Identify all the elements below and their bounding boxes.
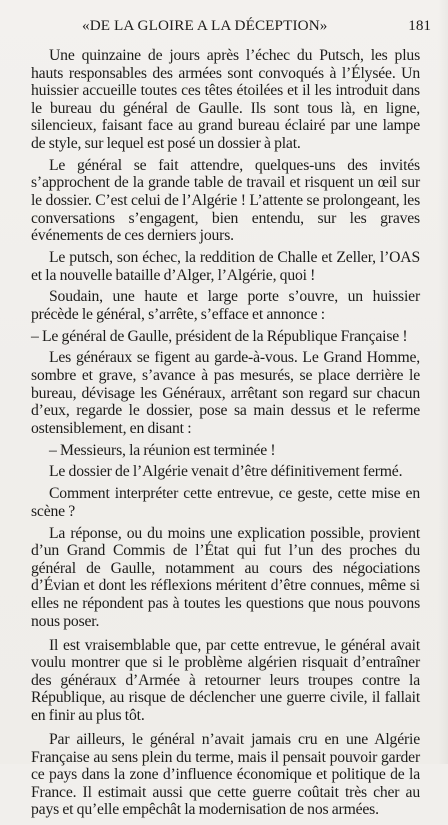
paragraph-5: Les généraux se figent au garde-à-vous. Le Grand Homme, sombre et grave, s’avance à pas mesurés, se place derrière le bureau, dévisage les Généraux, arrêtant son regard sur chacun d’eux, regarde le dossier, pose sa main dessus et le referme ostensiblement, en disant : (31, 349, 420, 437)
paragraph-9: Il est vraisemblable que, par cette entrevue, le général avait voulu montrer que si le problème algérien risquait d’entraîner des généraux d’Armée à retourner leurs troupes contre la République, au risque de déclencher une guerre civile, il fallait en finir au plus tôt. (31, 636, 420, 724)
paper-edge-shadow (438, 0, 448, 764)
running-header (0, 17, 448, 37)
dialogue-announcement: – Le général de Gaulle, président de la République Française ! (31, 327, 408, 345)
body-text (31, 47, 420, 825)
dialogue-meeting-ended: – Messieurs, la réunion est terminée ! (49, 441, 276, 459)
running-title: «DE LA GLOIRE A LA DÉCEPTION» (82, 17, 328, 34)
paragraph-2: Le général se fait attendre, quelques-uns des invités s’approchent de la grande table de travail et risquent un œil sur le dossier. C’est celui de l’Algérie ! L’attente se prolongeant, les conversations s’engagent, bien entendu, sur les graves événements de ces derniers jours. (31, 156, 420, 245)
paragraph-3: Le putsch, son échec, la reddition de Challe et Zeller, l’OAS et la nouvelle bataille d’Alger, l’Algérie, quoi ! (31, 248, 420, 284)
paragraph-6: Le dossier de l’Algérie venait d’être définitivement fermé. (49, 463, 403, 481)
paragraph-1: Une quinzaine de jours après l’échec du Putsch, les plus hauts responsables des armées sont convoqués à l’Élysée. Un huissier accueille toutes ces têtes étoilées et il les introduit dans le bureau du général de Gaulle. Ils sont tous là, en ligne, silencieux, faisant face au grand bureau éclairé par une lampe de style, sur lequel est posé un dossier à plat. (31, 47, 420, 152)
page-number: 181 (408, 17, 431, 34)
paragraph-4: Soudain, une haute et large porte s’ouvre, un huissier précède le général, s’arrête, s’efface et annonce : (31, 288, 420, 323)
paragraph-7: Comment interpréter cette entrevue, ce geste, cette mise en scène ? (31, 485, 420, 520)
paragraph-10: Par ailleurs, le général n’avait jamais cru en une Algérie Française au sens plein du terme, mais il pensait pouvoir garder ce pays dans la zone d’influence économique et politique de la France. Il estimait aussi que cette guerre coûtait très cher au pays et qu’elle empêchât la modernisation de nos armées. (31, 731, 420, 819)
paragraph-8: La réponse, ou du moins une explication possible, provient d’un Grand Commis de l’État qui fut l’un des proches du général de Gaulle, notamment au cours des négociations d’Évian et dont les réflexions méritent d’être connues, même si elles ne répondent pas à toutes les questions que nous pouvons nous poser. (31, 524, 420, 630)
